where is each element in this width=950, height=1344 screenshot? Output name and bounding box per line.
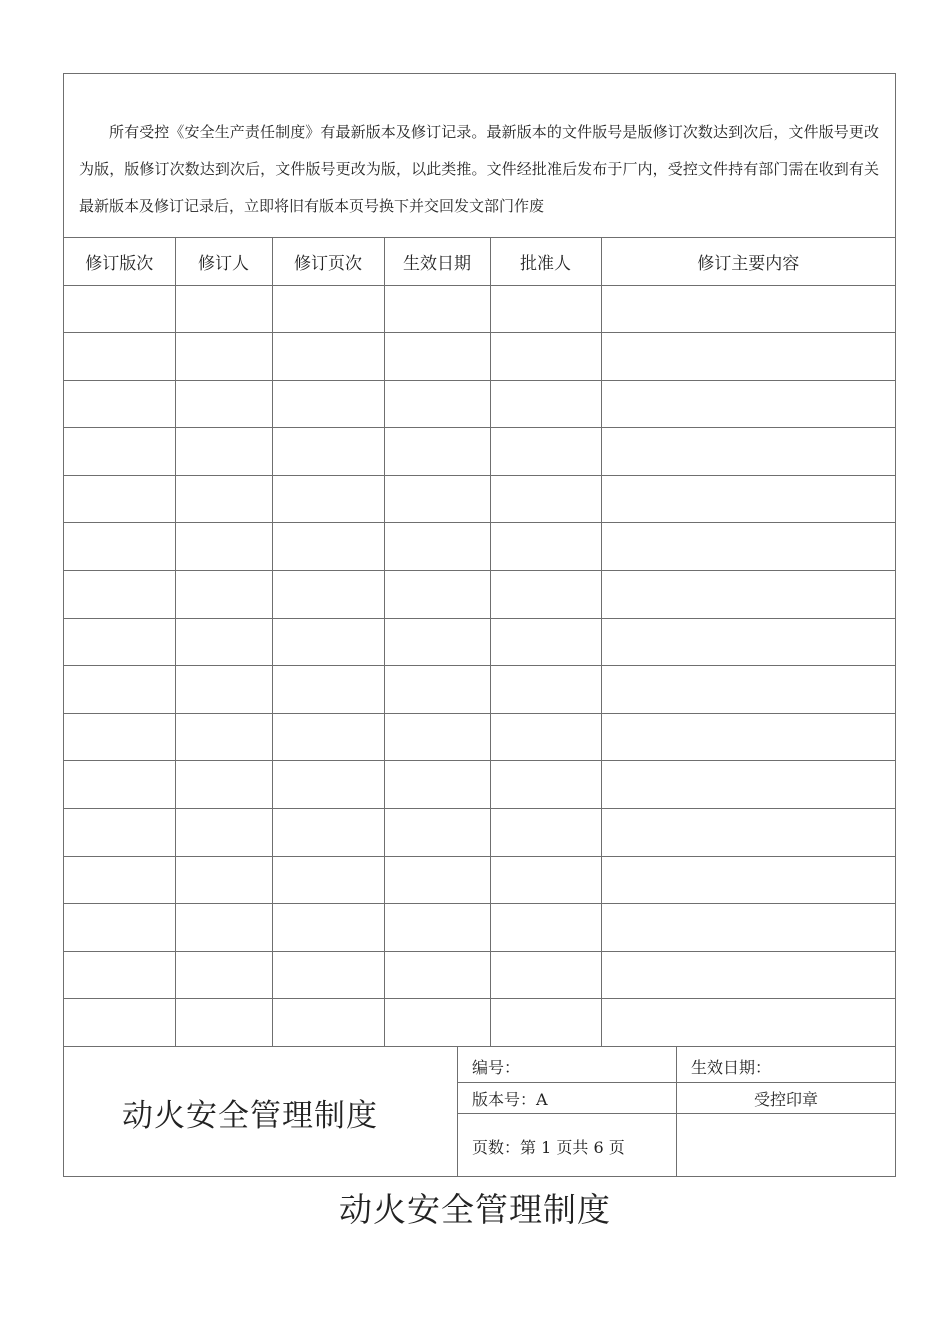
table-cell bbox=[175, 571, 272, 619]
table-cell bbox=[384, 999, 490, 1047]
table-cell bbox=[384, 951, 490, 999]
table-row bbox=[64, 285, 895, 333]
table-cell bbox=[175, 904, 272, 952]
table-row bbox=[64, 571, 895, 619]
table-row bbox=[64, 999, 895, 1047]
header-approver: 批准人 bbox=[490, 238, 601, 285]
table-row bbox=[64, 523, 895, 571]
table-row bbox=[64, 904, 895, 952]
table-cell bbox=[272, 333, 384, 381]
table-cell bbox=[272, 571, 384, 619]
table-cell bbox=[175, 856, 272, 904]
table-row bbox=[64, 856, 895, 904]
table-cell bbox=[64, 428, 175, 476]
table-cell bbox=[601, 809, 895, 857]
table-cell bbox=[384, 285, 490, 333]
table-cell bbox=[64, 618, 175, 666]
table-cell bbox=[601, 856, 895, 904]
header-effective-date: 生效日期 bbox=[384, 238, 490, 285]
table-cell bbox=[64, 523, 175, 571]
table-cell bbox=[175, 618, 272, 666]
table-cell bbox=[64, 856, 175, 904]
table-cell bbox=[384, 380, 490, 428]
table-cell bbox=[490, 713, 601, 761]
table-header-row bbox=[64, 238, 895, 285]
table-cell bbox=[384, 809, 490, 857]
table-cell bbox=[272, 475, 384, 523]
table-cell bbox=[272, 999, 384, 1047]
table-cell bbox=[272, 713, 384, 761]
table-cell bbox=[490, 285, 601, 333]
table-cell bbox=[384, 428, 490, 476]
table-cell bbox=[64, 475, 175, 523]
revision-notice-text: 所有受控《安全生产责任制度》有最新版本及修订记录。最新版本的文件版号是版修订次数达到次后，文件版号更改为版，版修订次数达到次后，文件版号更改为版，以此类推。文件经批准后发布于厂内，受控文件持有部门需在收到有关最新版本及修订记录后，立即将旧有版本页号换下并交回发文部门作废 bbox=[79, 123, 879, 215]
table-cell bbox=[272, 428, 384, 476]
table-cell bbox=[64, 951, 175, 999]
table-cell bbox=[490, 618, 601, 666]
table-row bbox=[64, 618, 895, 666]
table-cell bbox=[384, 761, 490, 809]
table-cell bbox=[272, 380, 384, 428]
control-seal-area bbox=[677, 1114, 895, 1176]
table-cell bbox=[384, 856, 490, 904]
table-cell bbox=[64, 761, 175, 809]
table-row bbox=[64, 951, 895, 999]
table-cell bbox=[490, 571, 601, 619]
revision-record-table bbox=[64, 238, 895, 1047]
table-cell bbox=[384, 618, 490, 666]
table-cell bbox=[490, 904, 601, 952]
table-cell bbox=[175, 523, 272, 571]
table-cell bbox=[601, 333, 895, 381]
table-cell bbox=[490, 428, 601, 476]
table-cell bbox=[601, 713, 895, 761]
table-cell bbox=[601, 475, 895, 523]
table-cell bbox=[175, 666, 272, 714]
table-cell bbox=[490, 856, 601, 904]
table-cell bbox=[384, 523, 490, 571]
document-control-form bbox=[63, 73, 896, 1177]
table-cell bbox=[490, 523, 601, 571]
table-row bbox=[64, 380, 895, 428]
table-cell bbox=[384, 475, 490, 523]
table-cell bbox=[601, 523, 895, 571]
table-cell bbox=[601, 761, 895, 809]
table-cell bbox=[384, 713, 490, 761]
table-row bbox=[64, 809, 895, 857]
header-revision-version: 修订版次 bbox=[64, 238, 175, 285]
table-cell bbox=[272, 523, 384, 571]
table-cell bbox=[272, 618, 384, 666]
table-cell bbox=[272, 904, 384, 952]
table-cell bbox=[490, 809, 601, 857]
table-cell bbox=[384, 333, 490, 381]
header-revised-pages: 修订页次 bbox=[272, 238, 384, 285]
table-cell bbox=[175, 761, 272, 809]
page-count-field: 页数：第 1 页共 6 页 bbox=[458, 1114, 677, 1176]
table-cell bbox=[272, 856, 384, 904]
table-row bbox=[64, 428, 895, 476]
table-cell bbox=[175, 475, 272, 523]
table-cell bbox=[175, 999, 272, 1047]
table-cell bbox=[490, 999, 601, 1047]
table-cell bbox=[175, 951, 272, 999]
table-cell bbox=[64, 333, 175, 381]
table-cell bbox=[175, 380, 272, 428]
table-cell bbox=[175, 713, 272, 761]
table-cell bbox=[601, 571, 895, 619]
table-cell bbox=[272, 951, 384, 999]
table-cell bbox=[175, 285, 272, 333]
table-cell bbox=[64, 380, 175, 428]
effective-date-field: 生效日期： bbox=[677, 1046, 895, 1083]
table-cell bbox=[490, 761, 601, 809]
table-row bbox=[64, 761, 895, 809]
document-footer-block bbox=[64, 1046, 895, 1176]
table-row bbox=[64, 475, 895, 523]
table-cell bbox=[64, 713, 175, 761]
page-title: 动火安全管理制度 bbox=[339, 1190, 611, 1229]
table-cell bbox=[64, 285, 175, 333]
table-cell bbox=[601, 428, 895, 476]
footer-document-title: 动火安全管理制度 bbox=[122, 1098, 378, 1134]
document-code-field: 编号： bbox=[458, 1046, 677, 1083]
header-revision-content: 修订主要内容 bbox=[601, 238, 895, 285]
control-seal-label: 受控印章 bbox=[677, 1083, 895, 1114]
table-cell bbox=[601, 951, 895, 999]
table-cell bbox=[601, 904, 895, 952]
revision-notice bbox=[64, 74, 895, 238]
table-cell bbox=[490, 380, 601, 428]
table-row bbox=[64, 713, 895, 761]
table-cell bbox=[601, 999, 895, 1047]
table-cell bbox=[601, 380, 895, 428]
table-cell bbox=[64, 999, 175, 1047]
table-cell bbox=[384, 904, 490, 952]
table-cell bbox=[64, 904, 175, 952]
footer-title-cell bbox=[64, 1046, 458, 1176]
table-cell bbox=[601, 666, 895, 714]
table-cell bbox=[272, 809, 384, 857]
revision-rows bbox=[64, 285, 895, 1047]
table-cell bbox=[175, 333, 272, 381]
table-cell bbox=[384, 666, 490, 714]
table-cell bbox=[64, 571, 175, 619]
table-cell bbox=[64, 809, 175, 857]
header-reviser: 修订人 bbox=[175, 238, 272, 285]
table-cell bbox=[175, 428, 272, 476]
table-cell bbox=[601, 285, 895, 333]
table-row bbox=[64, 333, 895, 381]
table-cell bbox=[272, 285, 384, 333]
table-cell bbox=[64, 666, 175, 714]
table-cell bbox=[490, 951, 601, 999]
table-cell bbox=[272, 761, 384, 809]
table-cell bbox=[490, 666, 601, 714]
table-cell bbox=[601, 618, 895, 666]
table-cell bbox=[384, 571, 490, 619]
table-cell bbox=[272, 666, 384, 714]
table-cell bbox=[490, 333, 601, 381]
table-cell bbox=[175, 809, 272, 857]
table-cell bbox=[490, 475, 601, 523]
version-number-field: 版本号：A bbox=[458, 1083, 677, 1114]
table-row bbox=[64, 666, 895, 714]
